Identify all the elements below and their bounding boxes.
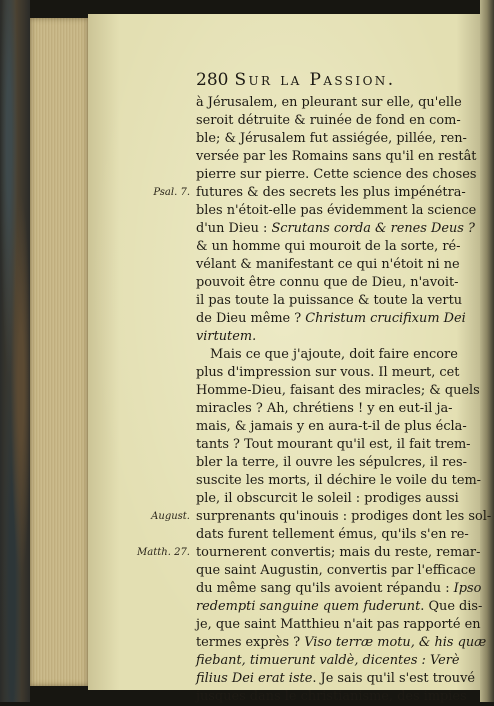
latin-quote: redempti sanguine quem fuderunt: [196, 599, 421, 614]
text-run: pouvoit être connu que de Dieu, n'avoit-: [196, 275, 459, 290]
latin-quote: virtutem.: [196, 329, 257, 344]
text-line: [196, 472, 482, 490]
text-line: [196, 454, 468, 472]
text-line: [196, 436, 471, 454]
page-edges: [30, 18, 89, 686]
text-line: [196, 580, 482, 598]
text-line: [196, 418, 467, 436]
text-line: [196, 166, 477, 184]
text-run: je, que saint Matthieu n'ait pas rapporté en: [196, 617, 481, 632]
text-line: [196, 508, 492, 526]
text-line: [196, 220, 475, 238]
text-run: vélant & manifestant ce qui n'étoit ni ne: [196, 257, 460, 272]
text-run: pierre sur pierre. Cette science des choses: [196, 167, 477, 182]
text-line: [196, 598, 483, 616]
text-line: [196, 688, 467, 706]
latin-quote: Ipso: [453, 581, 482, 596]
text-run: Mais ce que j'ajoute, doit faire encore: [210, 347, 458, 362]
text-run: à Jérusalem, en pleurant sur elle, qu'elle: [196, 95, 462, 110]
text-run: seroit détruite & ruinée de fond en com-: [196, 113, 461, 128]
text-run: futures & des secrets les plus impénétra-: [196, 185, 466, 200]
text-line: [196, 112, 461, 130]
text-line: [196, 130, 467, 148]
latin-quote: filius Dei erat iste: [196, 671, 313, 686]
latin-quote: Viso terræ motu, & his quæ: [304, 635, 487, 650]
text-run: bler la terre, il ouvre les sépulcres, il res-: [196, 455, 468, 470]
text-run: versée par les Romains sans qu'il en restât: [196, 149, 477, 164]
text-line: [196, 274, 459, 292]
text-run: & un homme qui mouroit de la sorte, ré-: [196, 239, 461, 254]
text-run: d'un Dieu :: [196, 221, 272, 236]
running-header: [196, 70, 436, 92]
text-run: ble; & Jérusalem fut assiégée, pillée, ren-: [196, 131, 467, 146]
text-run: bles n'étoit-elle pas évidemment la science: [196, 203, 477, 218]
text-run: miracles ? Ah, chrétiens ! y en eut-il ja-: [196, 401, 453, 416]
text-line: [196, 670, 476, 688]
text-line: [196, 238, 461, 256]
facing-page-edge: [480, 0, 494, 702]
text-line: [196, 616, 481, 634]
latin-quote: Scrutans corda & renes Deus ?: [271, 221, 475, 236]
text-run: dats furent tellement émus, qu'ils s'en re-: [196, 527, 469, 542]
text-run: . Je sais qu'il s'est trouvé: [312, 671, 476, 686]
text-line: [196, 526, 469, 544]
text-line: [196, 328, 444, 346]
text-run: Homme-Dieu, faisant des miracles; & quels: [196, 383, 480, 398]
text-run: il pas toute la puissance & toute la vertu: [196, 293, 463, 308]
text-run: mais, & jamais y en aura-t-il de plus écla-: [196, 419, 467, 434]
text-run: suscite les morts, il déchire le voile du tem-: [196, 473, 482, 488]
text-line: [196, 184, 466, 202]
text-line: [196, 634, 487, 652]
text-line: [196, 652, 460, 670]
text-line: [196, 256, 460, 274]
text-line: [196, 202, 477, 220]
text-run: . Que dis-: [420, 599, 483, 614]
text-line: [196, 94, 462, 112]
page-number: 280: [196, 70, 229, 90]
text-run: ple, il obscurcit le soleil : prodiges aussi: [196, 491, 459, 506]
running-title: Sur la Passion.: [234, 70, 396, 90]
text-line: [196, 310, 466, 328]
margin-note: Matth. 27.: [137, 547, 190, 558]
latin-quote: fiebant, timuerunt valdè, dicentes : Verè: [196, 653, 460, 668]
text-line: [196, 382, 480, 400]
text-line: [196, 364, 460, 382]
text-run: termes exprès ?: [196, 635, 305, 650]
text-line: [196, 562, 476, 580]
text-run: plus d'impression sur vous. Il meurt, cet: [196, 365, 460, 380]
text-run: surprenants qu'inouis : prodiges dont les sol-: [196, 509, 492, 524]
text-line: [196, 490, 459, 508]
text-line: [196, 544, 481, 562]
text-run: de Dieu même ?: [196, 311, 306, 326]
text-line: [196, 148, 477, 166]
body-text: [196, 94, 492, 706]
text-line: [196, 346, 458, 364]
text-line: [196, 292, 463, 310]
book-binding: [0, 0, 30, 702]
margin-note: Psal. 7.: [153, 187, 190, 198]
latin-quote: Christum crucifixum Dei: [305, 311, 466, 326]
margin-note: August.: [151, 511, 190, 522]
text-run: jusques dans le christianisme, des impies: [196, 689, 467, 704]
text-run: que saint Augustin, convertis par l'efficace: [196, 563, 476, 578]
text-line: [196, 400, 453, 418]
text-run: tants ? Tout mourant qu'il est, il fait trem-: [196, 437, 471, 452]
text-run: du même sang qu'ils avoient répandu :: [196, 581, 454, 596]
text-run: tournerent convertis; mais du reste, remar-: [196, 545, 481, 560]
